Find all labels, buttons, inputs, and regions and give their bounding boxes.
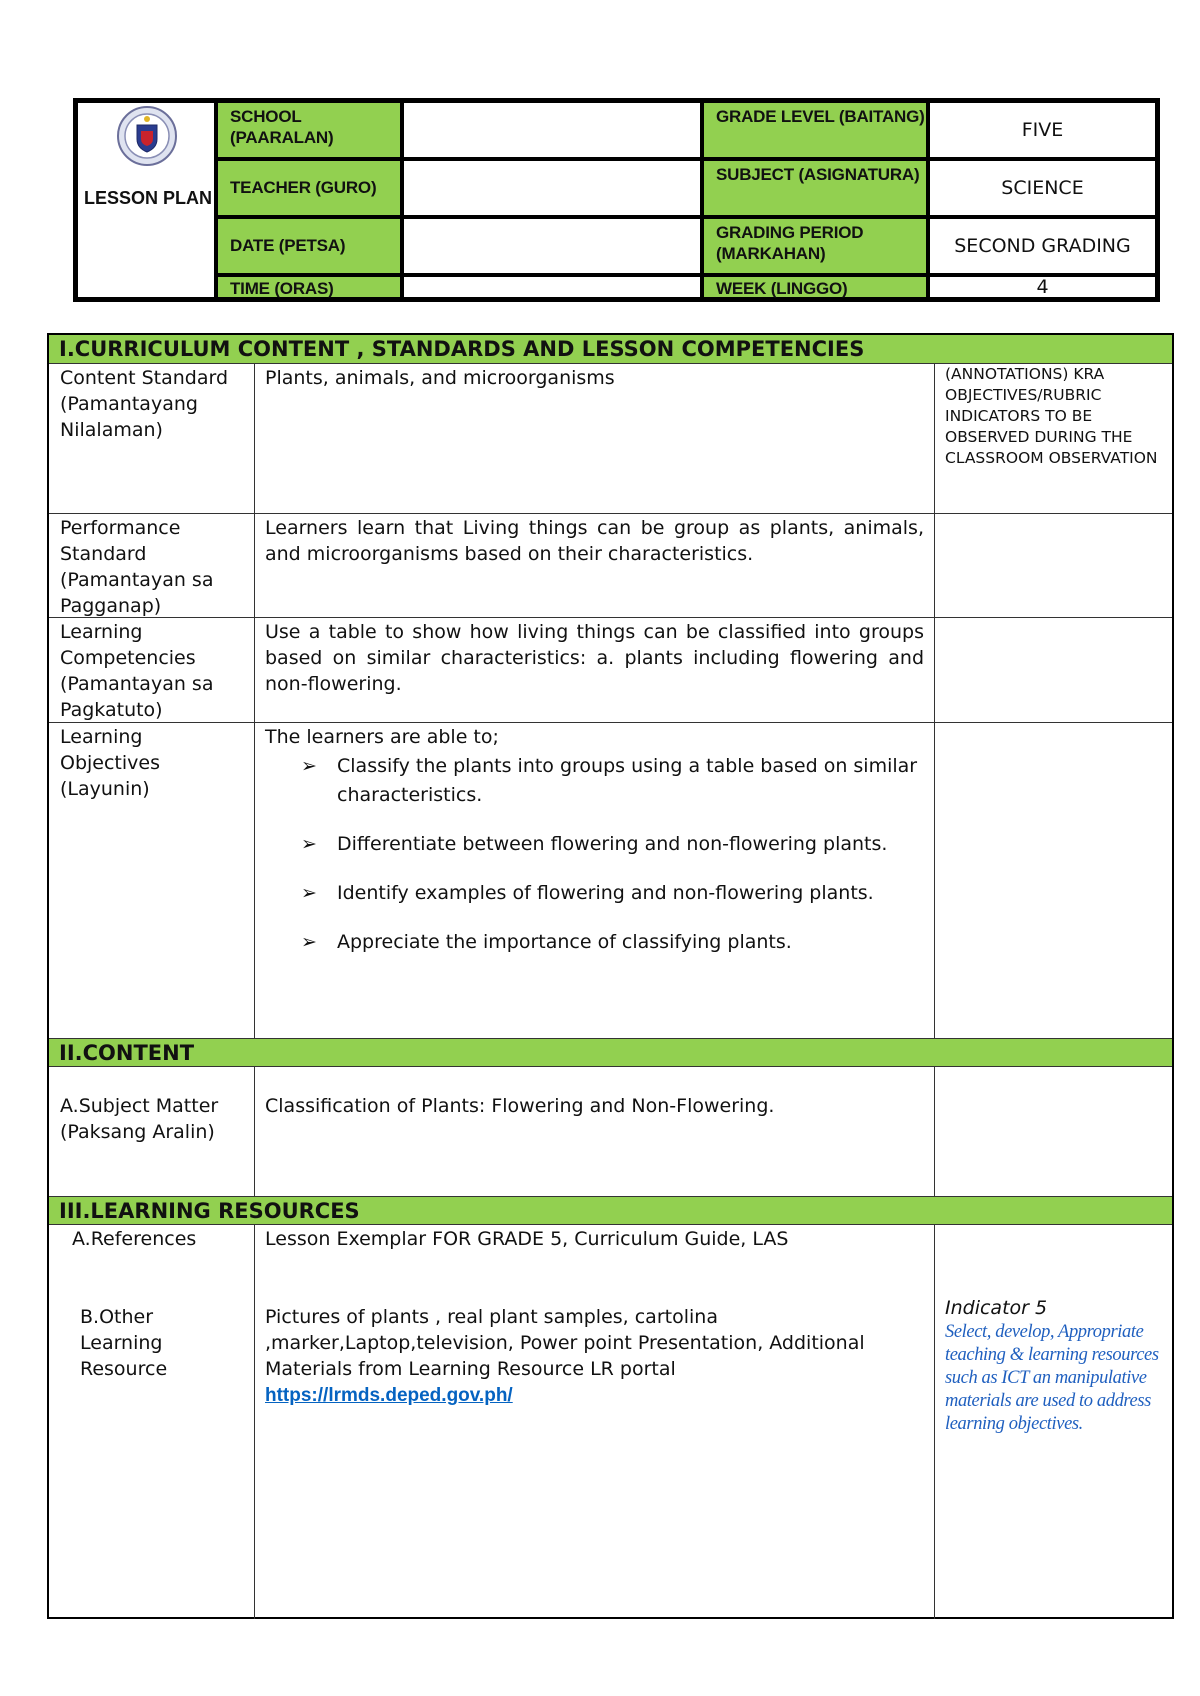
section-resources-header: III.LEARNING RESOURCES (49, 1197, 1172, 1225)
performance-standard-value: Learners learn that Living things can be group as plants, animals, and microorganisms based on their characteristics. (255, 514, 935, 617)
learning-competencies-annotation (935, 618, 1172, 722)
arrow-bullet-icon: ➢ (301, 882, 317, 904)
date-field[interactable] (402, 217, 702, 275)
lesson-plan-title: LESSON PLAN (83, 188, 212, 208)
teacher-label: TEACHER (GURO) (216, 159, 402, 217)
subject-matter-annotation (935, 1067, 1172, 1196)
deped-seal-icon (116, 105, 178, 167)
content-standard-label: Content Standard (Pamantayang Nilalaman) (49, 364, 255, 513)
list-item (301, 830, 924, 859)
week-label: WEEK (LINGGO) (702, 275, 928, 299)
objective-text: Identify examples of flowering and non-flowering plants. (337, 882, 874, 904)
subject-value: SCIENCE (928, 159, 1157, 217)
performance-standard-annotation (935, 514, 1172, 617)
objective-text: Classify the plants into groups using a table based on similar characteristics. (337, 755, 918, 806)
school-label: SCHOOL (PAARALAN) (216, 101, 402, 159)
other-resources-value: Pictures of plants , real plant samples, cartolina ,marker,Laptop,television, Power point Presentation, Additional Materials from Learning Resource LR portal (265, 1306, 865, 1380)
subject-label: SUBJECT (ASIGNATURA) (702, 159, 928, 217)
other-resources-block (265, 1304, 924, 1409)
date-label: DATE (PETSA) (216, 217, 402, 275)
resources-labels (49, 1225, 255, 1619)
objectives-intro: The learners are able to; (265, 726, 499, 748)
other-resources-label: B.Other Learning Resource (80, 1306, 168, 1380)
references-value: Lesson Exemplar FOR GRADE 5, Curriculum Guide, LAS (265, 1228, 789, 1250)
resources-annotation (935, 1225, 1172, 1619)
lrmds-link[interactable]: https://lrmds.deped.gov.ph/ (265, 1385, 513, 1406)
indicator-text: Select, develop, Appropriate teaching & learning resources such as ICT an manipulative materials are used to address learning objectives. (945, 1322, 1159, 1434)
content-standard-row (49, 364, 1172, 514)
arrow-bullet-icon: ➢ (301, 931, 317, 953)
performance-standard-label: Performance Standard (Pamantayan sa Pagganap) (49, 514, 255, 617)
learning-objectives-row (49, 723, 1172, 1039)
objective-text: Appreciate the importance of classifying plants. (337, 931, 792, 953)
section-curriculum-header: I.CURRICULUM CONTENT , STANDARDS AND LESSON COMPETENCIES (49, 335, 1172, 364)
list-item (301, 752, 924, 810)
week-value: 4 (928, 275, 1157, 299)
grade-level-label: GRADE LEVEL (BAITANG) (702, 101, 928, 159)
learning-competencies-label: Learning Competencies (Pamantayan sa Pagkatuto) (49, 618, 255, 722)
time-label: TIME (ORAS) (216, 275, 402, 299)
content-standard-value: Plants, animals, and microorganisms (255, 364, 935, 513)
list-item (301, 928, 924, 957)
grading-period-value: SECOND GRADING (928, 217, 1157, 275)
references-label: A.References (72, 1228, 197, 1250)
objective-text: Differentiate between flowering and non-flowering plants. (337, 833, 888, 855)
learning-competencies-value: Use a table to show how living things can be classified into groups based on similar characteristics: a. plants including flowering and non-flowering. (255, 618, 935, 722)
annotations-header: (ANNOTATIONS) KRA OBJECTIVES/RUBRIC INDICATORS TO BE OBSERVED DURING THE CLASSROOM OBSERVATION (945, 365, 1158, 467)
learning-objectives-label: Learning Objectives (Layunin) (49, 723, 255, 1038)
teacher-field[interactable] (402, 159, 702, 217)
grading-period-label: GRADING PERIOD (MARKAHAN) (702, 217, 928, 275)
learning-objectives-annotation (935, 723, 1172, 1038)
indicator-title: Indicator 5 (945, 1297, 1048, 1319)
logo-cell (76, 101, 216, 299)
learning-competencies-row (49, 618, 1172, 723)
subject-matter-row (49, 1067, 1172, 1197)
lesson-plan-table (47, 333, 1174, 1619)
section-content-header: II.CONTENT (49, 1039, 1172, 1067)
resources-row (49, 1225, 1172, 1619)
grade-level-value: FIVE (928, 101, 1157, 159)
objectives-list (265, 752, 924, 957)
arrow-bullet-icon: ➢ (301, 755, 317, 777)
learning-objectives-content (255, 723, 935, 1038)
arrow-bullet-icon: ➢ (301, 833, 317, 855)
performance-standard-row (49, 514, 1172, 618)
list-item (301, 879, 924, 908)
school-field[interactable] (402, 101, 702, 159)
time-field[interactable] (402, 275, 702, 299)
resources-content (255, 1225, 935, 1619)
lesson-plan-header (73, 98, 1160, 302)
subject-matter-value: Classification of Plants: Flowering and Non-Flowering. (255, 1067, 935, 1196)
subject-matter-label: A.Subject Matter (Paksang Aralin) (49, 1067, 255, 1196)
